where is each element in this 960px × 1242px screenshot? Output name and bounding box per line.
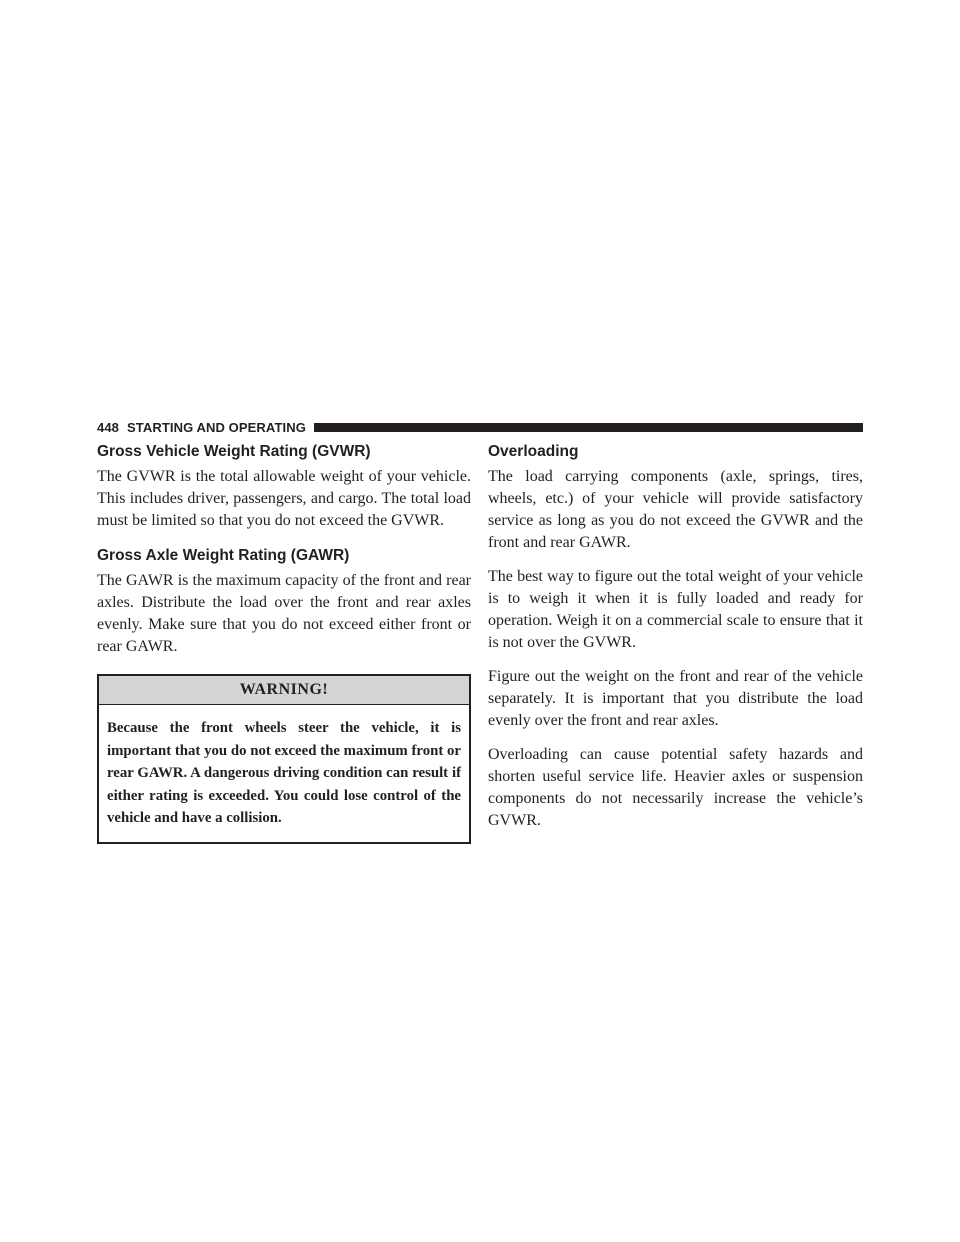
warning-box bbox=[97, 674, 471, 844]
gvwr-paragraph: The GVWR is the total allowable weight of your vehicle. This includes driver, passengers, and cargo. The total load must be limited so that you do not exceed the GVWR. bbox=[97, 468, 471, 529]
page-header bbox=[97, 418, 863, 436]
overloading-paragraph-2: The best way to figure out the total weight of your vehicle is to weigh it when it is fully loaded and ready for operation. Weigh it on a commercial scale to ensure that it is not over the GVWR. bbox=[488, 568, 863, 651]
gvwr-heading: Gross Vehicle Weight Rating (GVWR) bbox=[97, 443, 371, 460]
overloading-paragraph-4: Overloading can cause potential safety hazards and shorten useful service life. Heavier axles or suspension components do not necessarily increase the vehicle’s GVWR. bbox=[488, 746, 863, 829]
left-column bbox=[97, 442, 471, 844]
gawr-heading: Gross Axle Weight Rating (GAWR) bbox=[97, 547, 350, 564]
right-column bbox=[488, 442, 863, 844]
overloading-paragraph-1: The load carrying components (axle, springs, tires, wheels, etc.) of your vehicle will provide satisfactory service as long as you do not exceed the GVWR and the front and rear GAWR. bbox=[488, 468, 863, 551]
page-number: 448 bbox=[97, 419, 119, 435]
warning-text: Because the front wheels steer the vehicle, it is important that you do not exceed the maximum front or rear GAWR. A dangerous driving condition can result if either rating is exceeded. You could lose control of the vehicle and have a collision. bbox=[107, 720, 461, 826]
gawr-paragraph: The GAWR is the maximum capacity of the front and rear axles. Distribute the load over the front and rear axles evenly. Make sure that you do not exceed either front or rear GAWR. bbox=[97, 572, 471, 655]
warning-title: WARNING! bbox=[99, 676, 469, 705]
overloading-paragraph-3: Figure out the weight on the front and rear of the vehicle separately. It is important that you distribute the load evenly over the front and rear axles. bbox=[488, 668, 863, 729]
overloading-heading: Overloading bbox=[488, 443, 579, 460]
header-rule bbox=[314, 423, 863, 432]
section-title: STARTING AND OPERATING bbox=[127, 419, 306, 435]
